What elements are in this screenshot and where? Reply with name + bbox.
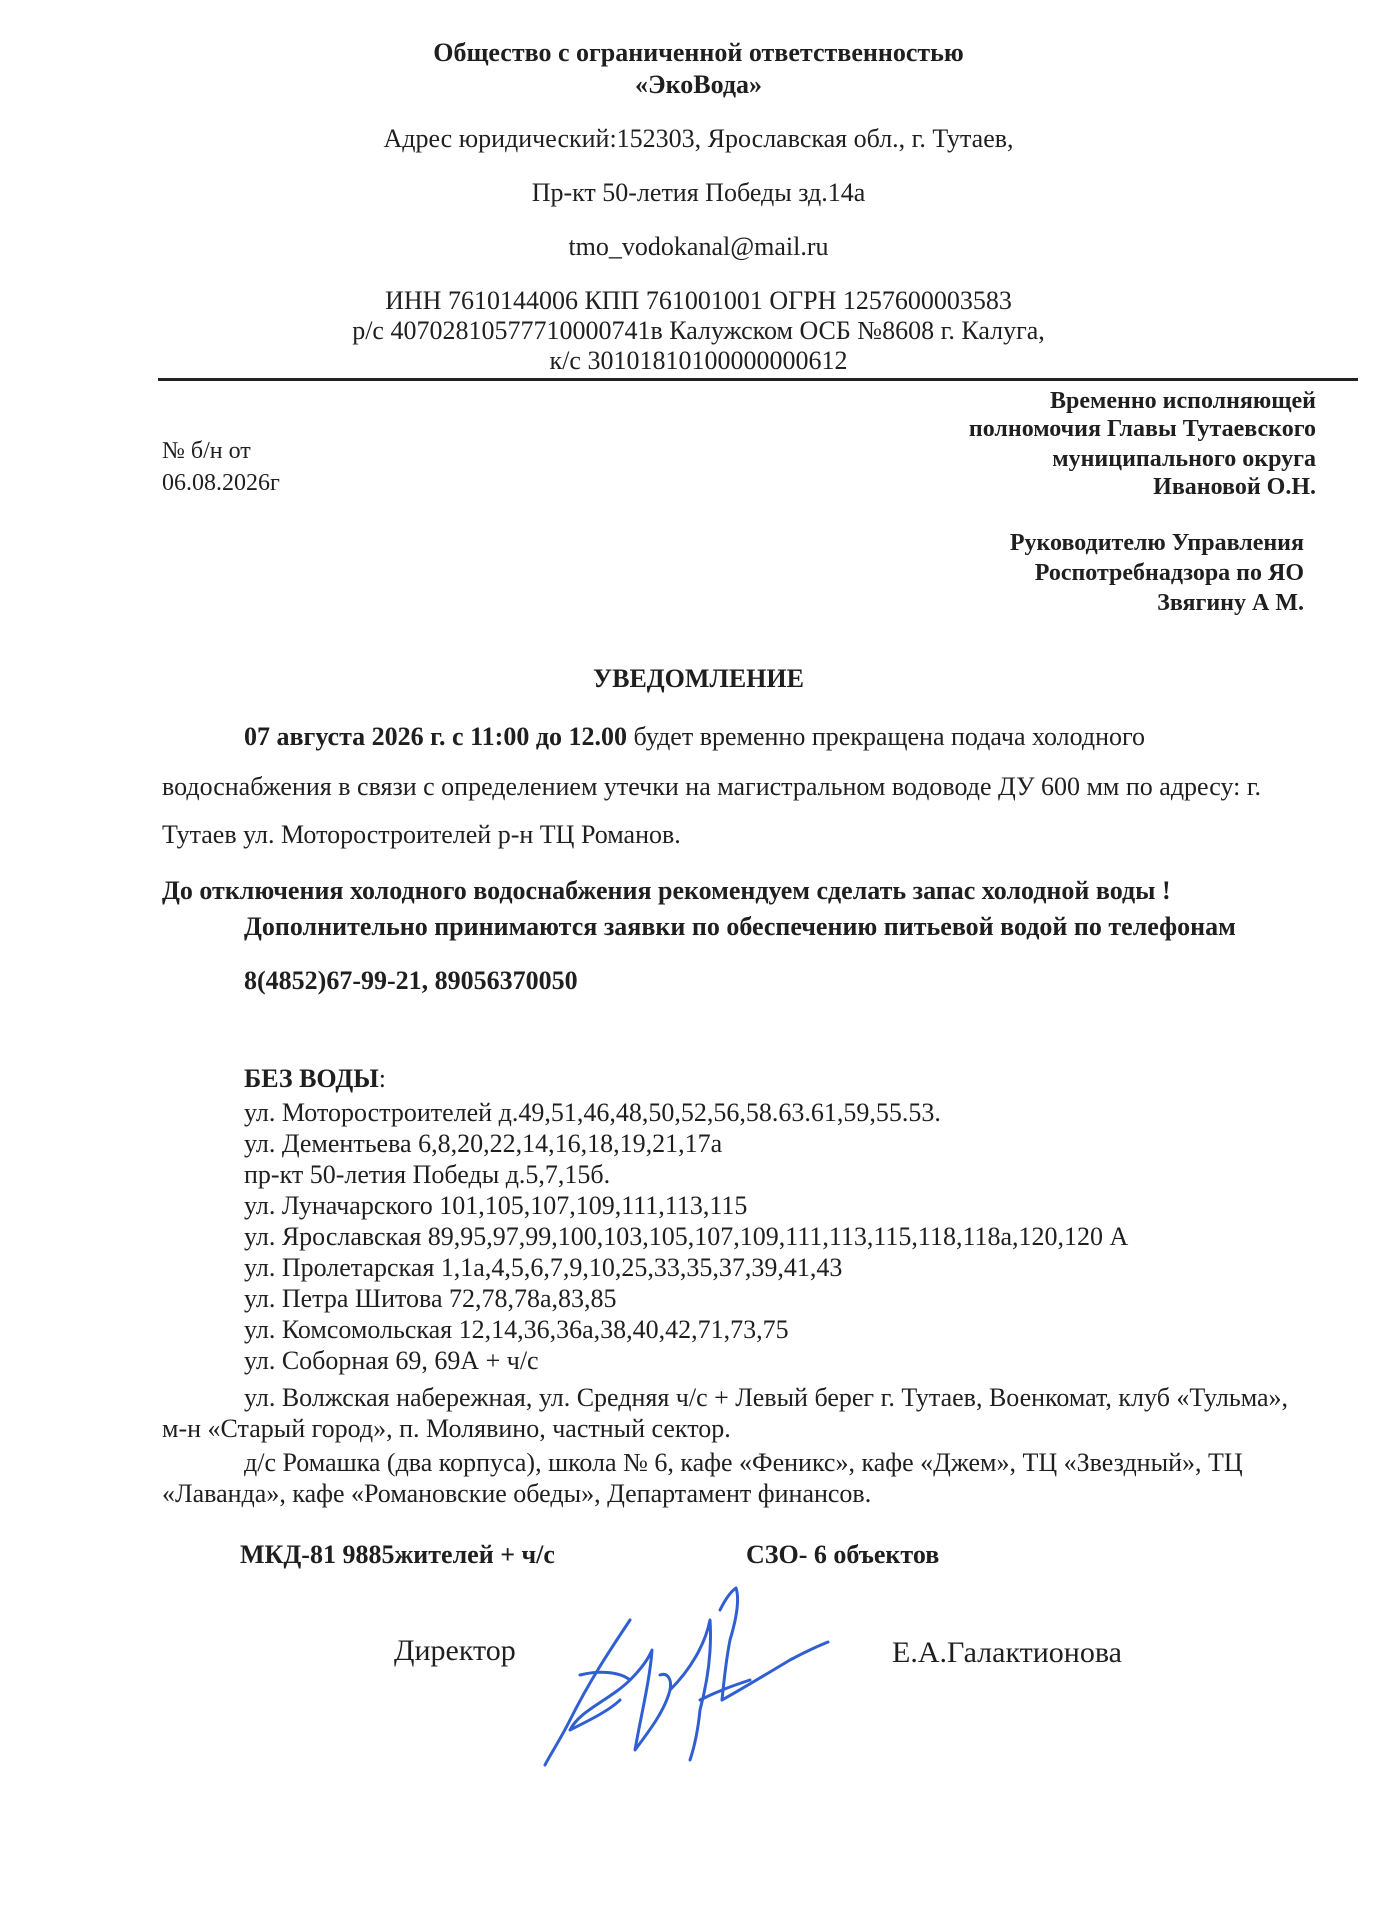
street-item: ул. Соборная 69, 69А + ч/с <box>244 1346 539 1375</box>
addressee2-line3: Звягину А М. <box>1157 590 1304 616</box>
street-item: ул. Дементьева 6,8,20,22,14,16,18,19,21,17а <box>244 1129 723 1158</box>
street-item: ул. Ярославская 89,95,97,99,100,103,105,107,109,111,113,115,118,118а,120,120 А <box>244 1222 1129 1251</box>
notice-line2: водоснабжения в связи с определением утечки на магистральном водоводе ДУ 600 мм по адресу: г. <box>162 772 1262 801</box>
company-name-line1: Общество с ограниченной ответственностью <box>433 38 964 67</box>
addressee1-line2: полномочия Главы Тутаевского <box>968 416 1316 442</box>
header-divider <box>158 378 1358 381</box>
street-item: ул. Комсомольская 12,14,36,36а,38,40,42,71,73,75 <box>244 1315 789 1344</box>
addressee1-line3: муниципального округа <box>1052 446 1316 472</box>
company-address-line2: Пр-кт 50-летия Победы зд.14а <box>531 178 866 207</box>
phone-numbers: 8(4852)67-99-21, 89056370050 <box>244 966 578 995</box>
signatory-name: Е.А.Галактионова <box>892 1636 1122 1669</box>
document-number: № б/н от <box>162 438 251 464</box>
addressee2-line2: Роспотребнадзора по ЯО <box>1034 560 1304 586</box>
company-requisites-line1: ИНН 7610144006 КПП 761001001 ОГРН 1257600003583 <box>385 286 1012 315</box>
street-item: ул. Петра Шитова 72,78,78а,83,85 <box>244 1284 617 1313</box>
addressee2-line1: Руководителю Управления <box>1009 530 1304 556</box>
notice-line1 <box>244 722 1145 752</box>
signatory-position: Директор <box>394 1634 516 1667</box>
addressee1-line1: Временно исполняющей <box>1049 388 1316 414</box>
recommendation: До отключения холодного водоснабжения рекомендуем сделать запас холодной воды ! <box>162 876 1171 905</box>
street-item: ул. Луначарского 101,105,107,109,111,113,115 <box>244 1191 748 1220</box>
company-email: tmo_vodokanal@mail.ru <box>568 232 829 261</box>
document-title: УВЕДОМЛЕНИЕ <box>593 664 804 693</box>
volzhskaya-line1: ул. Волжская набережная, ул. Средняя ч/с + Левый берег г. Тутаев, Военкомат, клуб «Тульма», <box>244 1383 1289 1412</box>
notice-line1-rest: будет временно прекращена подача холодного <box>626 722 1146 751</box>
document-date: 06.08.2026г <box>162 470 280 496</box>
summary-szo: СЗО- 6 объектов <box>746 1540 940 1569</box>
company-address-line1: Адрес юридический:152303, Ярославская обл., г. Тутаев, <box>383 124 1014 153</box>
objects-line1: д/с Ромашка (два корпуса), школа № 6, кафе «Феникс», кафе «Джем», ТЦ «Звездный», ТЦ <box>244 1448 1243 1477</box>
addressee1-line4: Ивановой О.Н. <box>1153 474 1316 500</box>
without-water-heading <box>244 1064 386 1094</box>
volzhskaya-line2: м-н «Старый город», п. Молявино, частный сектор. <box>162 1414 731 1443</box>
signature-ink <box>545 1588 828 1765</box>
notice-line3: Тутаев ул. Моторостроителей р-н ТЦ Романов. <box>162 820 681 849</box>
without-water-heading-colon: : <box>378 1064 386 1093</box>
summary-mkd: МКД-81 9885жителей + ч/с <box>240 1540 555 1569</box>
company-requisites-line3: к/с 30101810100000000612 <box>549 346 848 375</box>
street-item: ул. Пролетарская 1,1а,4,5,6,7,9,10,25,33,35,37,39,41,43 <box>244 1253 843 1282</box>
street-item: пр-кт 50-летия Победы д.5,7,15б. <box>244 1160 611 1189</box>
additional-info: Дополнительно принимаются заявки по обеспечению питьевой водой по телефонам <box>244 912 1236 941</box>
objects-line2: «Лаванда», кафе «Романовские обеды», Департамент финансов. <box>162 1479 872 1508</box>
company-name-line2: «ЭкоВода» <box>634 70 763 99</box>
handwritten-signature <box>540 1580 830 1770</box>
notice-date-time: 07 августа 2026 г. с 11:00 до 12.00 <box>244 722 627 751</box>
company-requisites-line2: р/с 40702810577710000741в Калужском ОСБ №8608 г. Калуга, <box>352 316 1045 345</box>
without-water-heading-text: БЕЗ ВОДЫ <box>244 1064 379 1093</box>
street-item: ул. Моторостроителей д.49,51,46,48,50,52,56,58.63.61,59,55.53. <box>244 1098 941 1127</box>
